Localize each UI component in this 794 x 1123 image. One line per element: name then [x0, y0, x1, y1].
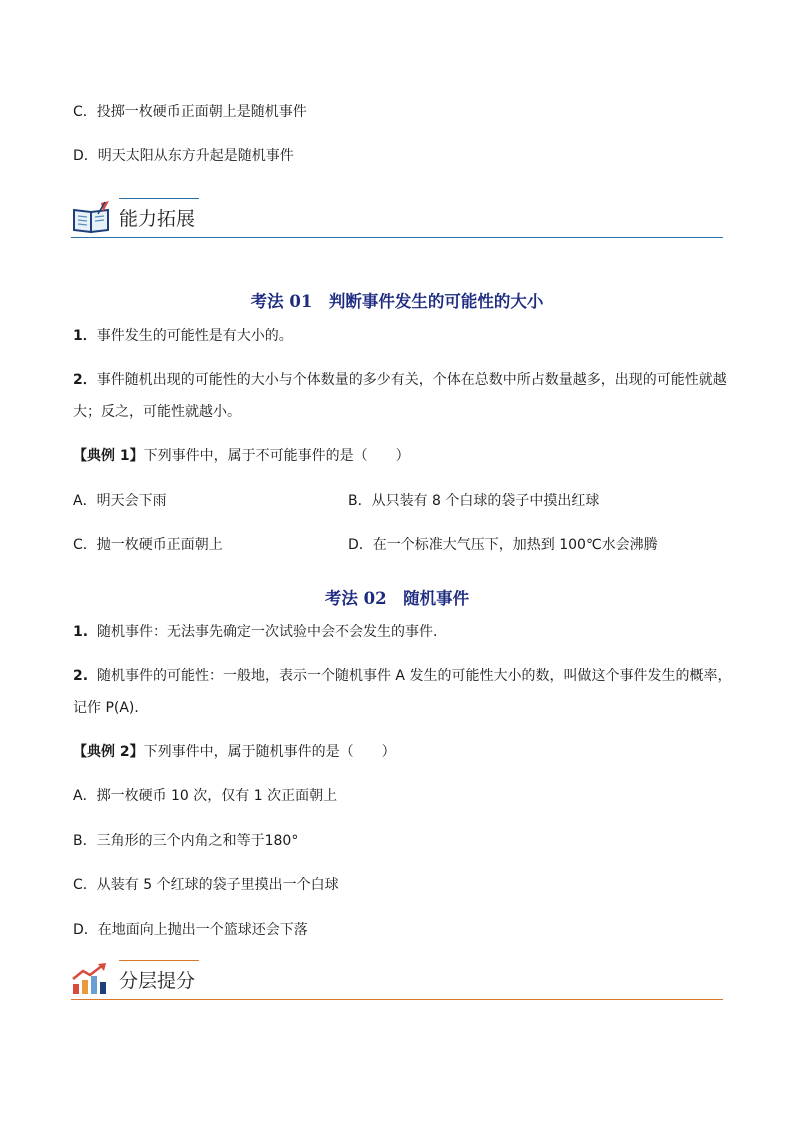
method1-point1 [73, 326, 293, 346]
example-tag: 【典例 1】 [73, 448, 144, 464]
method2-point2-line2: 记作 P(A)． [73, 700, 149, 716]
example1-option-d: D．在一个标准大气压下，加热到 100℃水会沸腾 [348, 537, 658, 553]
example-tag: 【典例 2】 [73, 744, 144, 760]
book-icon [71, 200, 113, 234]
example-stem: 下列事件中，属于随机事件的是（ ） [143, 744, 396, 760]
header-top-rule [119, 960, 199, 961]
example-1-question [73, 446, 410, 466]
example2-option-b: B．三角形的三个内角之和等于180° [73, 833, 299, 849]
example-stem: 下列事件中，属于不可能事件的是（ ） [143, 448, 410, 464]
example1-option-c: C．抛一枚硬币正面朝上 [73, 537, 223, 553]
point-number: 1． [73, 328, 97, 344]
option-c-top: C．投掷一枚硬币正面朝上是随机事件 [73, 104, 307, 120]
point-text: 随机事件的可能性：一般地，表示一个随机事件 A 发生的可能性大小的数，叫做这个事件发生的概率， [96, 668, 732, 684]
section-label-ability: 能力拓展 [119, 208, 196, 230]
method1-point2-line1 [73, 370, 727, 390]
point-text: 随机事件：无法事先确定一次试验中会不会发生的事件． [96, 624, 447, 640]
header-bottom-rule [71, 237, 723, 239]
method2-point1 [73, 622, 447, 642]
point-number: 1. [73, 624, 89, 640]
point-text: 事件发生的可能性是有大小的。 [96, 328, 293, 344]
method1-point2-line2: 大；反之，可能性就越小。 [73, 404, 241, 420]
header-bottom-rule [71, 999, 723, 1001]
section-header-tiered [71, 960, 723, 1000]
example2-option-c: C．从装有 5 个红球的袋子里摸出一个白球 [73, 877, 339, 893]
section-header-ability [71, 198, 723, 238]
section-label-tiered: 分层提分 [119, 970, 196, 992]
point-number: 2. [73, 668, 89, 684]
method2-point2-line1 [73, 666, 731, 686]
method-01-title: 考法 01 判断事件发生的可能性的大小 [250, 292, 544, 311]
rising-chart-icon [71, 962, 113, 996]
header-top-rule [119, 198, 199, 199]
method-02-title: 考法 02 随机事件 [324, 589, 470, 608]
point-text: 事件随机出现的可能性的大小与个体数量的多少有关，个体在总数中所占数量越多，出现的可能性就越 [96, 372, 727, 388]
option-d-top: D．明天太阳从东方升起是随机事件 [73, 148, 294, 164]
example-2-question [73, 742, 396, 762]
example1-option-a: A．明天会下雨 [73, 493, 167, 509]
example1-option-b: B．从只装有 8 个白球的袋子中摸出红球 [348, 493, 600, 509]
example2-option-d: D．在地面向上抛出一个篮球还会下落 [73, 922, 308, 938]
point-number: 2． [73, 372, 97, 388]
example2-option-a: A．掷一枚硬币 10 次，仅有 1 次正面朝上 [73, 788, 338, 804]
